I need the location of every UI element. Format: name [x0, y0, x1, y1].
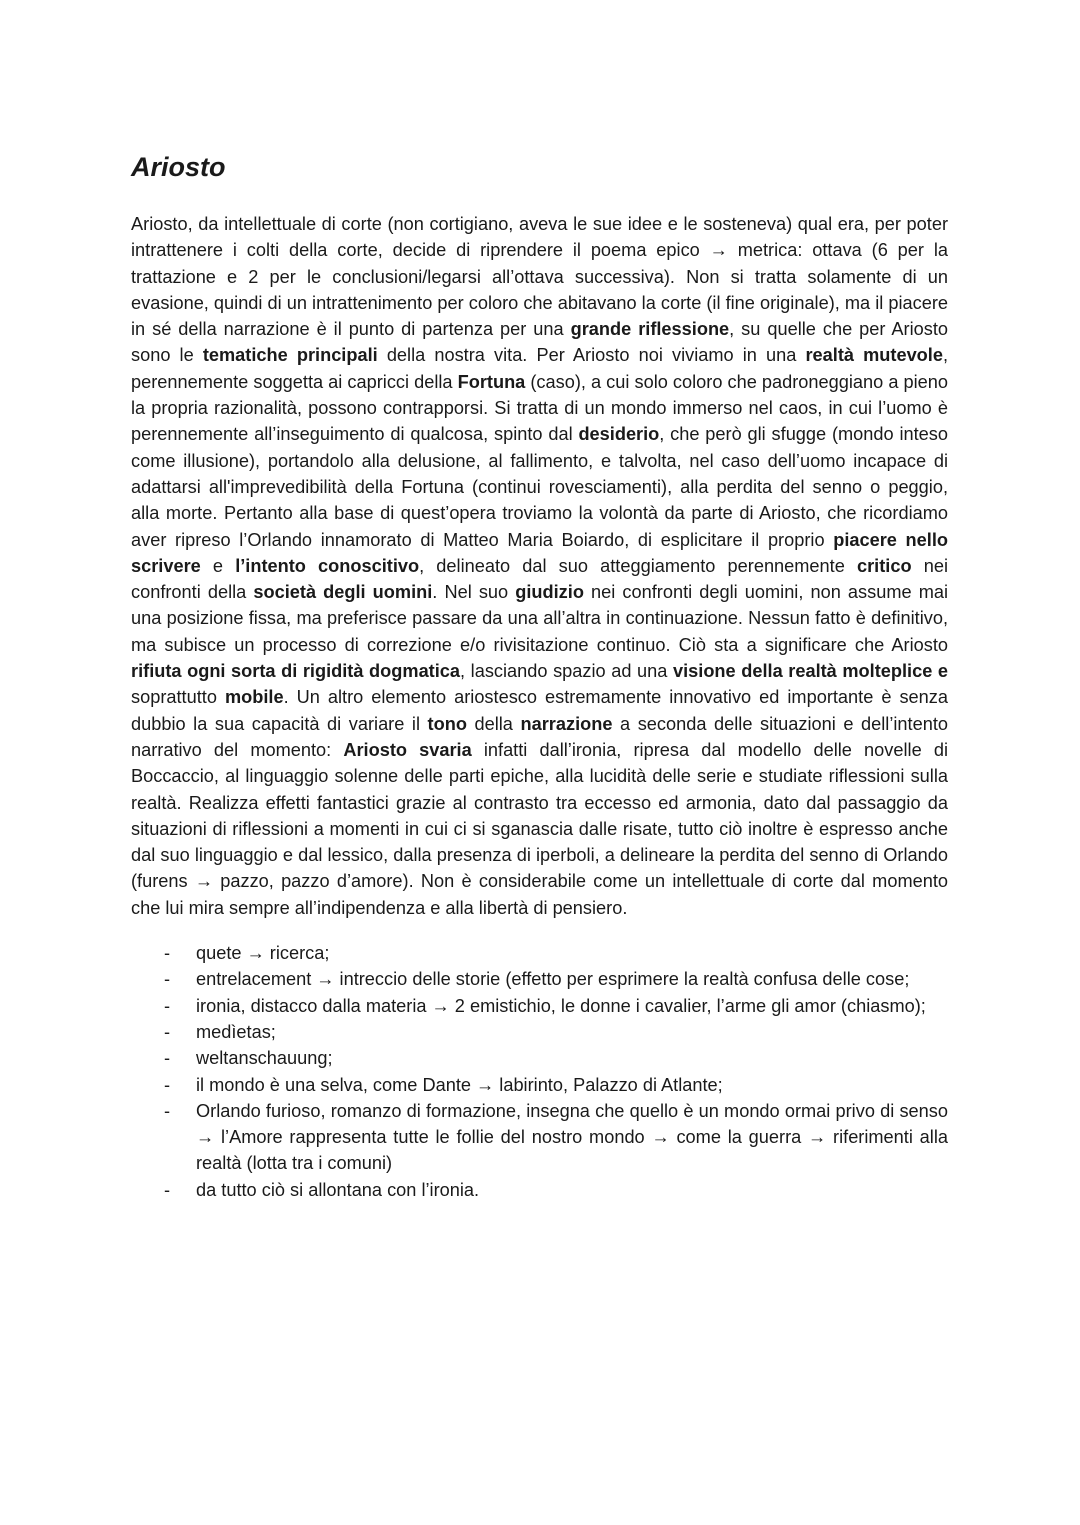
- bold-phrase: rifiuta ogni sorta di rigidità dogmatica: [131, 661, 461, 682]
- body-paragraph: [131, 211, 948, 921]
- dash-bullet: -: [164, 1048, 171, 1069]
- dash-bullet: -: [164, 1100, 171, 1121]
- bold-phrase: società degli uomini: [253, 582, 433, 603]
- list-item: [131, 1045, 948, 1071]
- bold-phrase: tematiche principali: [202, 345, 378, 366]
- list-item: [131, 940, 948, 966]
- bold-phrase: critico: [856, 555, 912, 576]
- bold-phrase: grande riflessione: [570, 319, 730, 340]
- document-page: [131, 150, 948, 1203]
- list-item-text: entrelacement → intreccio delle storie (effetto per esprimere la realtà confusa delle cose;: [196, 969, 910, 990]
- bold-phrase: Ariosto svaria: [343, 739, 472, 760]
- text-run: , delineato dal suo atteggiamento perennemente: [419, 555, 857, 576]
- list-item-text: quete → ricerca;: [196, 943, 330, 964]
- text-run: infatti dall’ironia, ripresa dal modello delle novelle di Boccaccio, al linguaggio solenne delle parti epiche, alla lucidità delle serie e studiate riflessioni sulla realtà. Realizza effetti fantastici grazie al contrasto tra eccesso ed armonia, dato dal passaggio da situazioni di riflessioni a momenti in cui ci si sganascia dalle risate, tutto ciò inoltre è espresso anche dal suo linguaggio e dal lessico, dalla presenza di iperboli, a delineare la perdita del senno di Orlando (furens → pazzo, pazzo d’amore). Non è considerabile come un intellettuale di corte dal momento che lui mira sempre all’indipendenza e alla libertà di pensiero.: [131, 739, 948, 918]
- list-item-text: il mondo è una selva, come Dante → labirinto, Palazzo di Atlante;: [196, 1074, 723, 1095]
- bold-phrase: l’intento conoscitivo: [235, 555, 420, 576]
- text-run: Ariosto, da intellettuale di corte (non cortigiano, aveva le sue idee e le sosteneva) qual era, per poter intrattenere i colti della corte, decide di riprendere il poema epico → metrica: ottava (6 per la trattazione e 2 per le conclusioni/legarsi all’ottava successiva). Non si tratta solamente di un evasione, quindi di un intrattenimento per coloro che abitavano la corte (il fine originale), ma il piacere in sé della narrazione è il punto di partenza per una: [131, 214, 948, 340]
- dash-bullet: -: [164, 1074, 171, 1095]
- list-item: [131, 993, 948, 1019]
- list-item-text: medìetas;: [196, 1021, 276, 1042]
- bold-phrase: giudizio: [515, 582, 584, 603]
- bold-phrase: narrazione: [520, 713, 613, 734]
- list-item: [131, 966, 948, 992]
- dash-bullet: -: [164, 969, 171, 990]
- list-item-text: da tutto ciò si allontana con l’ironia.: [196, 1179, 480, 1200]
- list-item-text: ironia, distacco dalla materia → 2 emistichio, le donne i cavalier, l’arme gli amor (chiasmo);: [196, 995, 926, 1016]
- text-run: della nostra vita. Per Ariosto noi viviamo in una: [377, 345, 806, 366]
- text-run: , lasciando spazio ad una: [460, 661, 673, 682]
- text-run: nei confronti della: [131, 555, 948, 603]
- list-item-text: Orlando furioso, romanzo di formazione, insegna che quello è un mondo ormai privo di senso → l’Amore rappresenta tutte le follie del nostro mondo → come la guerra → riferimenti alla realtà (lotta tra i comuni): [196, 1100, 948, 1174]
- bold-phrase: tono: [427, 713, 467, 734]
- list-item: [131, 1072, 948, 1098]
- text-run: , che però gli sfugge (mondo inteso come illusione), portandolo alla delusione, al fallimento, e talvolta, nel caso dell’uomo incapace di adattarsi all'imprevedibilità della Fortuna (continui rovesciamenti), alla perdita del senno o peggio, alla morte. Pertanto alla base di quest’opera troviamo la volontà da parte di Ariosto, che ricordiamo aver ripreso l’Orlando innamorato di Matteo Maria Boiardo, di esplicitare il proprio: [131, 424, 948, 550]
- bold-phrase: Fortuna: [457, 371, 526, 392]
- text-run: , su quelle che per Ariosto sono le: [131, 319, 948, 366]
- text-run: della: [466, 713, 521, 734]
- document-title: Ariosto: [131, 152, 226, 182]
- dash-bullet: -: [164, 1021, 171, 1042]
- bold-phrase: desiderio: [578, 424, 660, 445]
- dash-bullet: -: [164, 995, 171, 1016]
- dash-bullet: -: [164, 943, 171, 964]
- text-run: (caso), a cui solo coloro che padroneggiano a pieno la propria razionalità, possono contrapporsi. Si tratta di un mondo immerso nel caos, in cui l’uomo è perennemente all’inseguimento di qualcosa, spinto dal: [131, 371, 948, 445]
- list-item: [131, 1098, 948, 1177]
- bold-phrase: piacere nello scrivere: [131, 529, 948, 576]
- list-item: [131, 1019, 948, 1045]
- text-run: soprattutto: [131, 687, 225, 708]
- bullet-list: [131, 940, 948, 1203]
- bold-phrase: mobile: [224, 687, 284, 708]
- text-run: . Nel suo: [432, 582, 516, 603]
- text-run: nei confronti degli uomini, non assume mai una posizione fissa, ma preferisce passare da una all’altra in continuazione. Nessun fatto è definitivo, ma subisce un processo di correzione e/o rivisitazione continuo. Ciò sta a significare che Ariosto: [131, 582, 949, 655]
- list-item: [131, 1177, 948, 1203]
- text-run: e: [200, 555, 236, 576]
- text-run: . Un altro elemento ariostesco estremamente innovativo ed importante è senza dubbio la sua capacità di variare il: [131, 687, 948, 734]
- dash-bullet: -: [164, 1179, 171, 1200]
- text-run: a seconda delle situazioni e dell’intento narrativo del momento:: [131, 713, 948, 760]
- bold-phrase: realtà mutevole: [805, 345, 943, 366]
- text-run: , perennemente soggetta ai capricci della: [131, 345, 949, 392]
- bold-phrase: visione della realtà molteplice e: [672, 661, 949, 682]
- list-item-text: weltanschauung;: [196, 1048, 333, 1069]
